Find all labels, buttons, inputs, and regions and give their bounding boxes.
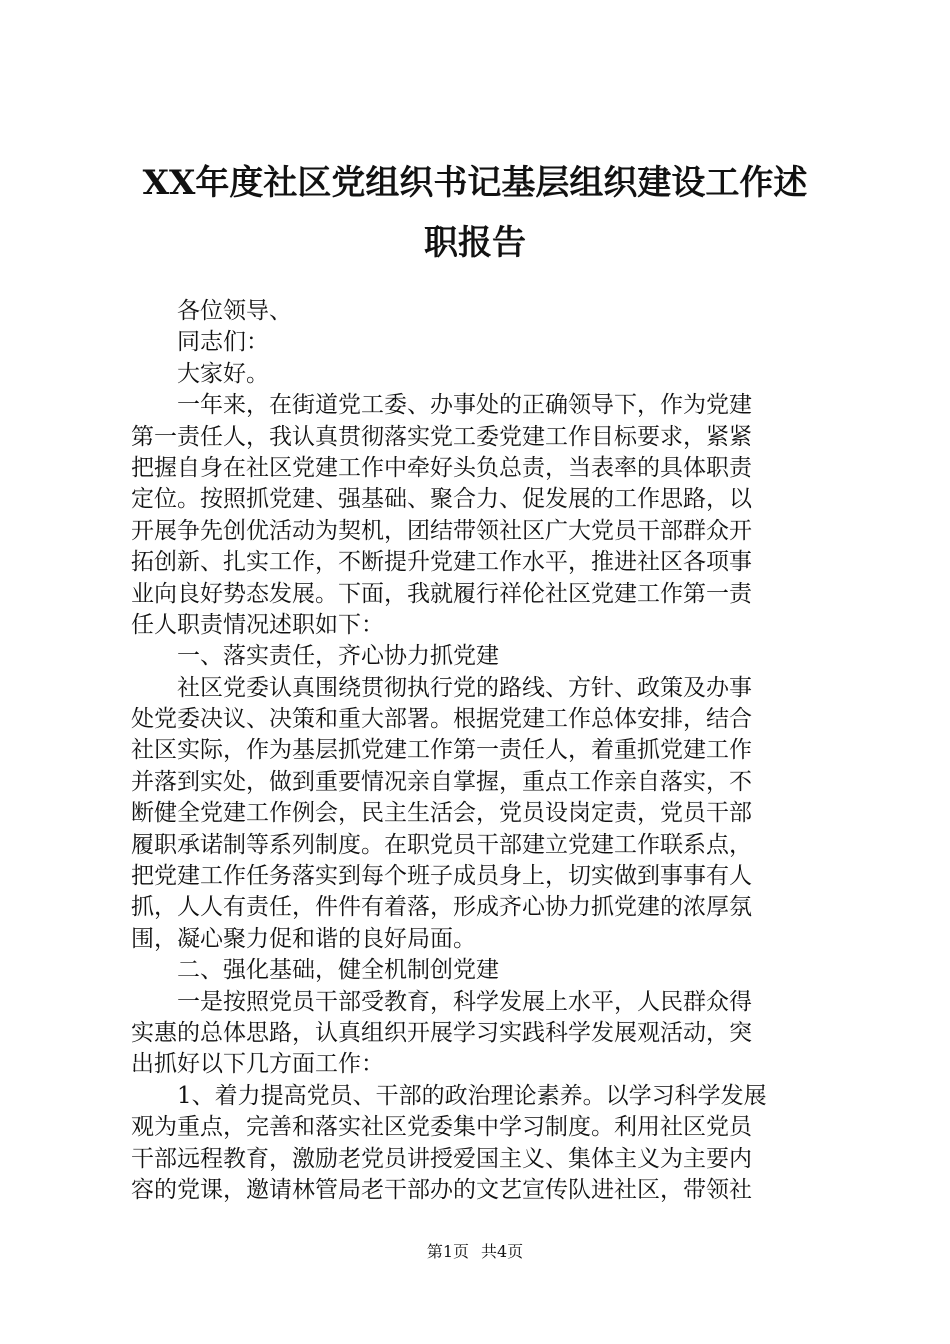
body-line: 社区实际，作为基层抓党建工作第一责任人，着重抓党建工作 [131, 737, 752, 764]
page-number: 第1页 [426, 1242, 469, 1261]
body-line: 观为重点，完善和落实社区党委集中学习制度。利用社区党员 [131, 1114, 752, 1141]
body-line: 业向良好势态发展。下面，我就履行祥伦社区党建工作第一责 [131, 580, 752, 607]
body-line: 干部远程教育，激励老党员讲授爱国主义、集体主义为主要内 [131, 1145, 752, 1172]
body-line: 断健全党建工作例会，民主生活会，党员设岗定责，党员干部 [131, 800, 752, 827]
section-heading: 二、强化基础，健全机制创党建 [131, 957, 499, 984]
body-line: 并落到实处，做到重要情况亲自掌握，重点工作亲自落实，不 [131, 768, 752, 795]
body-line: 履职承诺制等系列制度。在职党员干部建立党建工作联系点， [131, 831, 752, 858]
salutation-line: 同志们： [131, 329, 269, 356]
document-title-line-1: XX年度社区党组织书记基层组织建设工作述 [142, 163, 808, 203]
section-heading: 一、落实责任，齐心协力抓党建 [131, 643, 499, 670]
body-line: 抓，人人有责任，件件有着落，形成齐心协力抓党建的浓厚氛 [131, 894, 752, 921]
body-line: 定位。按照抓党建、强基础、聚合力、促发展的工作思路，以 [131, 486, 752, 513]
document-body [131, 296, 831, 1206]
body-line: 容的党课，邀请林管局老干部办的文艺宣传队进社区，带领社 [131, 1176, 752, 1203]
body-line: 开展争先创优活动为契机，团结带领社区广大党员干部群众开 [131, 517, 752, 544]
body-line: 围，凝心聚力促和谐的良好局面。 [131, 925, 476, 952]
body-line: 出抓好以下几方面工作： [131, 1051, 384, 1078]
body-line: 把党建工作任务落实到每个班子成员身上，切实做到事事有人 [131, 863, 752, 890]
body-line: 处党委决议、决策和重大部署。根据党建工作总体安排，结合 [131, 706, 752, 733]
greeting-line: 大家好。 [131, 360, 269, 387]
page-total: 共4页 [481, 1242, 524, 1261]
body-line: 一是按照党员干部受教育，科学发展上水平，人民群众得 [131, 988, 752, 1015]
body-line: 把握自身在社区党建工作中牵好头负总责，当表率的具体职责 [131, 454, 752, 481]
body-line: 一年来，在街道党工委、办事处的正确领导下，作为党建 [131, 392, 752, 419]
body-line: 第一责任人，我认真贯彻落实党工委党建工作目标要求，紧紧 [131, 423, 752, 450]
salutation-line: 各位领导、 [131, 298, 292, 324]
body-line: 任人职责情况述职如下： [131, 611, 384, 638]
page-footer [0, 1242, 950, 1262]
document-title-line-2: 职报告 [424, 223, 526, 263]
body-line: 1、着力提高党员、干部的政治理论素养。以学习科学发展 [131, 1082, 767, 1109]
body-line: 社区党委认真围绕贯彻执行党的路线、方针、政策及办事 [131, 674, 752, 701]
body-line: 实惠的总体思路，认真组织开展学习实践科学发展观活动，突 [131, 1019, 752, 1046]
body-line: 拓创新、扎实工作，不断提升党建工作水平，推进社区各项事 [131, 549, 752, 576]
